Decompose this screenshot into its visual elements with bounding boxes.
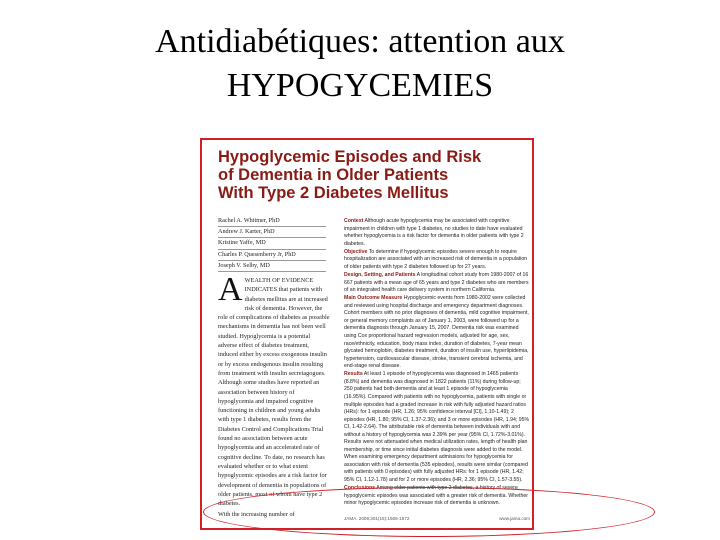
author: Joseph V. Selby, MD [218,261,326,272]
article-title-line: With Type 2 Diabetes Mellitus [218,184,449,202]
abstract-section-conclusions [344,485,530,508]
abstract-text: To determine if hypoglycemic episodes severe enough to require hospitalization are associated with an increased risk of dementia in a population of older patients with type 2 diabetes followed up for 27 years. [344,248,528,270]
abstract-section [344,295,530,370]
abstract-heading: Design, Setting, and Patients [344,272,416,279]
slide-title [0,20,720,108]
abstract-section [344,272,530,295]
article-title [218,148,528,202]
slide-title-line-1: Antidiabétiques: attention aux [155,23,565,60]
article-title-line: of Dementia in Older Patients [218,166,449,184]
abstract-section [344,371,530,484]
article-footer [344,516,530,521]
abstract-heading: Main Outcome Measure [344,295,403,302]
author: Rachel A. Whitmer, PhD [218,216,326,227]
abstract-heading: Context [344,218,364,224]
abstract-text: A longitudinal cohort study from 1980-2007 of 16 667 patients with a mean age of 65 years and type 2 diabetes who are members of an integrated health care delivery system in northern California. [344,272,529,294]
author-list [218,216,326,272]
abstract-text: At least 1 episode of hypoglycemia was diagnosed in 1465 patients (8.8%) and dementia was diagnosed in 1822 patients (11%) during follow-up; 250 patients had both dementia and at least 1 episode of hypoglycemia (16.95%). Compared with patients with no hypoglycemia, patients with single or multiple episodes had a graded increase in risk with fully adjusted hazard ratios (HRs): for 1 episode (HR, 1.26; 95% confidence interval [CI], 1.10-1.49); 2 episodes (HR, 1.80; 95% CI, 1.37-2.36); and 3 or more episodes (HR, 1.94; 95% CI, 1.42-2.64). The attributable risk of dementia between individuals with and without a history of hypoglycemia was 2.39% per year (95% CI, 1.72%-3.01%). Results were not attenuated when medical utilization rates, length of health plan membership, or time since initial diabetes diagnosis were added to the model. When examining emergency department admissions for hypoglycemia for association with risk of dementia (535 episodes), results were similar (compared with patients with 0 episodes) with fully adjusted HRs: for 1 episode (HR, 1.42; 95% CI, 1.12-1.78) and for 2 or more episodes (HR, 2.36; 95% CI, 1.57-3.55). [344,371,530,483]
abstract-heading: Conclusions [344,485,376,492]
abstract-section [344,218,530,248]
abstract-text: Among older patients with type 2 diabetes, a history of severe hypoglycemic episodes was associated with a greater risk of dementia. Whether minor hypoglycemic episodes increase risk of dementia is unknown. [344,485,528,507]
author: Andrew J. Karter, PhD [218,227,326,238]
author: Charles P. Quesenberry Jr, PhD [218,250,326,261]
article-title-line: Hypoglycemic Episodes and Risk [218,148,482,166]
abstract-text: Hypoglycemic events from 1980-2002 were collected and reviewed using hospital discharge and emergency department diagnoses. Cohort members with no prior diagnoses of dementia, mild cognitive impairment, or general memory complaints as of January 1, 2003, were followed up for a dementia diagnosis through January 15, 2007. Dementia risk was examined using Cox proportional hazard regression models, adjusted for age, sex, race/ethnicity, education, body mass index, duration of diabetes, 7-year mean glycated hemoglobin, diabetes treatment, duration of insulin use, hyperlipidemia, hypertension, cardiovascular disease, stroke, transient cerebral ischemia, and end-stage renal disease. [344,295,529,370]
journal-url: www.jama.com [499,516,530,521]
intro-text: WEALTH OF EVIDENCE INDICATES that patients with diabetes mellitus are at increased risk of dementia. However, the role of complications of diabetes as possible mechanisms in dementia has not been well studied. Hypoglycemia is a potential adverse effect of diabetes treatment, induced either by excess exogenous insulin or by excess endogenous insulin resulting from treatment with insulin secretagogues. Although some studies have reported an association between history of hypoglycemia and impaired cognitive functioning in children and young adults with type 1 diabetes, results from the Diabetes Control and Complications Trial found no association between acute hypoglycemia and an accelerated rate of cognitive decline. To date, no research has evaluated whether or to what extent hypoglycemic episodes are a risk factor for development of dementia in populations of older patients, most of whom have type 2 diabetes. [218,277,330,508]
abstract-heading: Results [344,371,363,378]
slide-title-line-2: HYPOGYCEMIES [226,67,494,104]
abstract [344,218,530,508]
abstract-section [344,249,530,272]
author: Kristine Yaffe, MD [218,238,326,249]
article-excerpt [200,138,534,530]
drop-cap: A [218,271,243,308]
intro-column [218,271,330,520]
abstract-text: Although acute hypoglycemia may be associated with cognitive impairment in children with type 1 diabetes, no studies to date have evaluated whether hypoglycemia is a risk factor for dementia in older patients with type 2 diabetes. [344,218,524,247]
citation: JAMA. 2009;301(15):1565-1572 [344,516,410,521]
intro-tail: With the increasing number of [218,511,295,519]
abstract-heading: Objective [344,248,368,255]
